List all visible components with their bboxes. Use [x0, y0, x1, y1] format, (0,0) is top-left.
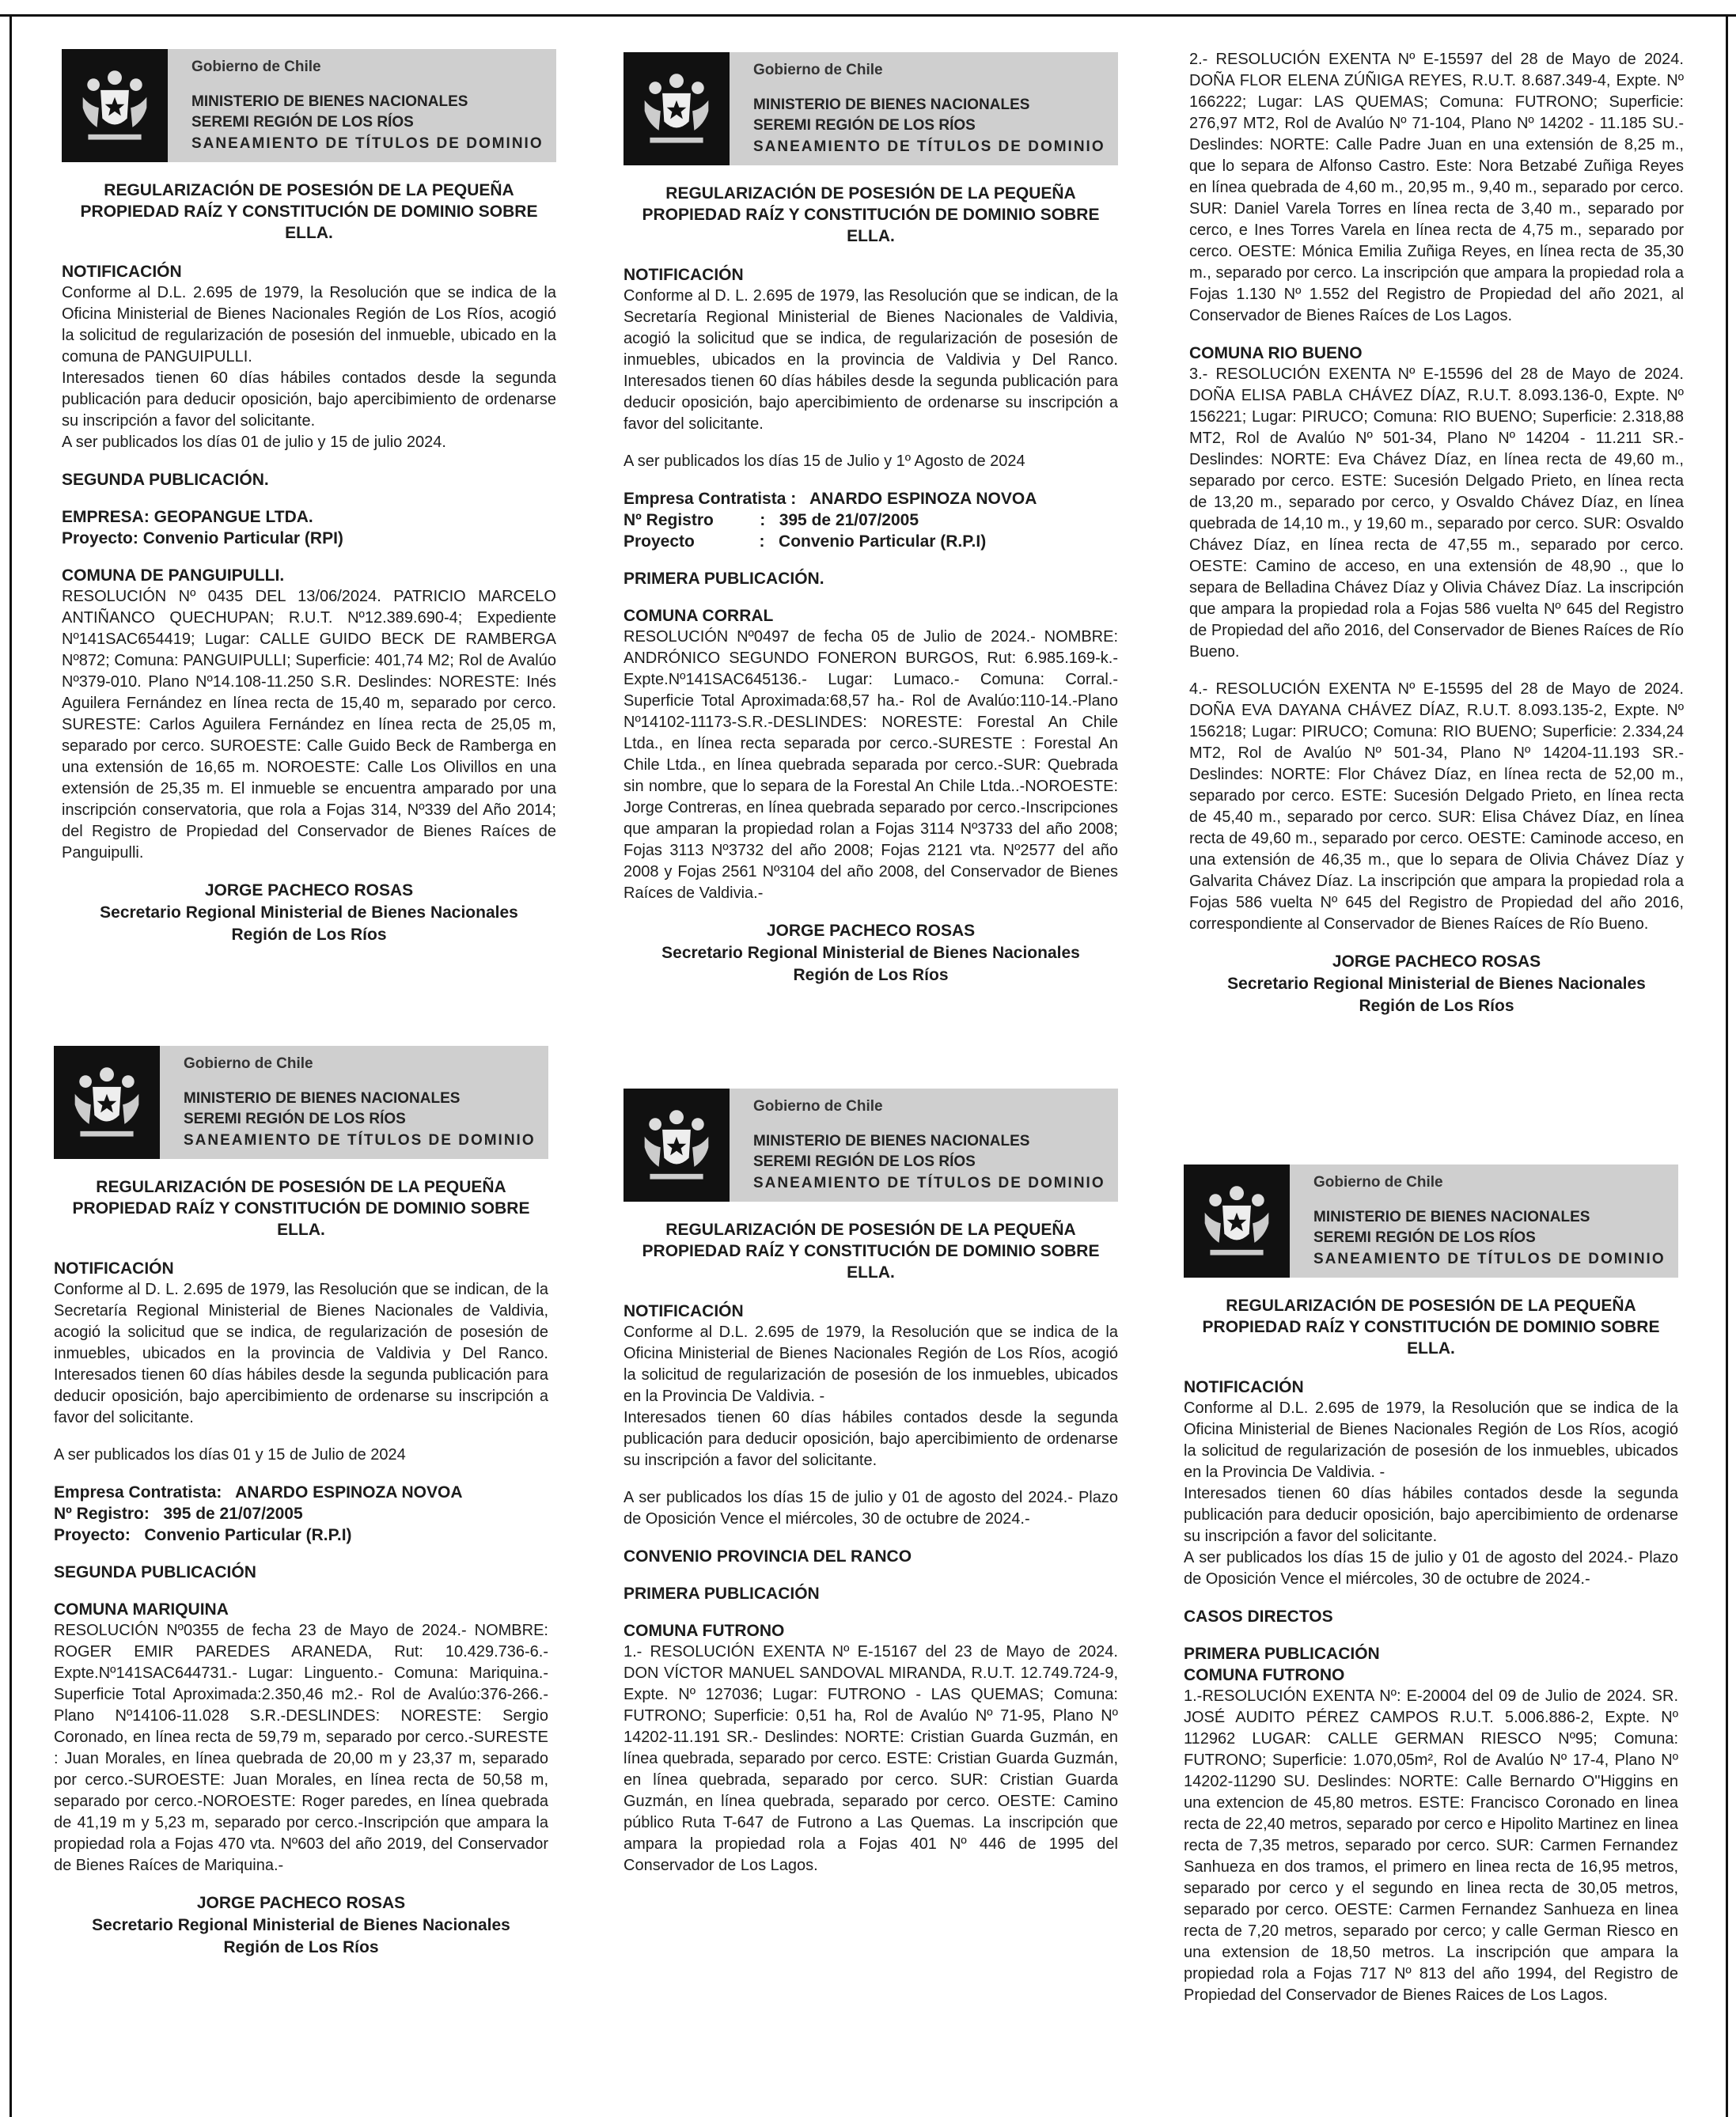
notice-futrono-ranco: [624, 1089, 1118, 1877]
crest-box: [624, 52, 730, 165]
resolucion-text: RESOLUCIÓN Nº 0435 DEL 13/06/2024. PATRICIO MARCELO ANTIÑANCO QUECHUPAN; R.U.T. Nº12.389.690-4; Expediente Nº141SAC654419; Lugar: CALLE GUIDO BECK DE RAMBERGA Nº872; Comuna: PANGUIPULLI; Superficie: 401,74 M2; Rol de Avalúo Nº379-010. Plano Nº14.108-11.250 S.R. Deslindes: NORESTE: Inés Aguilera Fernández en línea recta de 15,40 m, separado por cerco. SURESTE: Carlos Aguilera Fernández en línea recta de 25,05 m, separado por cerco. SUROESTE: Calle Guido Beck de Ramberga en una extensión de 16,65 m. NOROESTE: Calle Los Olivillos en una extensión de 25,35 m. El inmueble se encuentra amparado por una inscripción conservatoria, que rola a Fojas 314, Nº339 del Año 2014; del Registro de Propiedad del Conservador de Bienes Raíces de Panguipulli.: [62, 588, 556, 862]
comuna-heading: COMUNA MARIQUINA: [54, 1600, 229, 1619]
chile-coat-of-arms-icon: [1192, 1177, 1281, 1266]
signature-name: JORGE PACHECO ROSAS: [204, 881, 414, 899]
notificacion-heading: NOTIFICACIÓN: [1184, 1378, 1304, 1396]
casos-heading: CASOS DIRECTOS: [1184, 1608, 1333, 1626]
signature-region: Región de Los Ríos: [231, 926, 387, 944]
notice-intro: Conforme al D.L. 2.695 de 1979, la Resolución que se indica de la Oficina Ministerial de Bienes Nacionales Región de Los Ríos, acogió la solicitud de regularización de posesión de los inmuebles, ubicados en la Provincia De Valdivia. -: [1184, 1399, 1678, 1481]
header-ministerio: MINISTERIO DE BIENES NACIONALES: [184, 1090, 461, 1107]
notice-intro: Conforme al D. L. 2.695 de 1979, las Resolución que se indican, de la Secretaría Regional Ministerial de Bienes Nacionales de Valdivia, acogió la solicitud que se indica, de regularización de posesión de inmuebles, ubicados en la provincia de Valdivia y Del Ranco. Interesados tienen 60 días hábiles desde la segunda publicación para deducir oposición, bajo apercibimiento de ordenarse su inscripción a favor del solicitante.: [54, 1281, 548, 1426]
convenio-heading: CONVENIO PROVINCIA DEL RANCO: [624, 1547, 912, 1566]
header-saneamiento: SANEAMIENTO DE TÍTULOS DE DOMINIO: [753, 1175, 1105, 1191]
crest-box: [54, 1046, 160, 1159]
registro-line: Nº Registro: 395 de 21/07/2005: [54, 1505, 303, 1523]
header-ministerio: MINISTERIO DE BIENES NACIONALES: [753, 1133, 1030, 1149]
notificacion-heading: NOTIFICACIÓN: [624, 266, 744, 284]
notice-title-line2: PROPIEDAD RAÍZ Y CONSTITUCIÓN DE DOMINIO SOBRE ELLA.: [642, 1242, 1100, 1282]
empresa-line: Empresa Contratista: ANARDO ESPINOZA NOVOA: [54, 1483, 463, 1502]
publication-heading: SEGUNDA PUBLICACIÓN: [54, 1563, 256, 1581]
header-titles: [1290, 1165, 1678, 1278]
proyecto-line: Proyecto: Convenio Particular (RPI): [62, 529, 343, 547]
empresa-line: EMPRESA: GEOPANGUE LTDA.: [62, 508, 313, 526]
signature-block: [1189, 951, 1684, 1017]
header-seremi: SEREMI REGIÓN DE LOS RÍOS: [1313, 1229, 1536, 1246]
comuna-heading: COMUNA RIO BUENO: [1189, 344, 1363, 362]
notice-title: [54, 1176, 548, 1240]
comuna-heading: COMUNA CORRAL: [624, 607, 774, 625]
header-titles: [730, 52, 1118, 165]
notice-intro: Conforme al D.L. 2.695 de 1979, la Resolución que se indica de la Oficina Ministerial de Bienes Nacionales Región de Los Ríos, acogió la solicitud de regularización de posesión de los inmuebles, ubicados en la Provincia De Valdivia. -: [624, 1324, 1118, 1405]
signature-region: Región de Los Ríos: [1359, 997, 1514, 1015]
notificacion-heading: NOTIFICACIÓN: [62, 263, 182, 281]
proyecto-line: Proyecto : Convenio Particular (R.P.I): [624, 532, 987, 551]
header-ministerio: MINISTERIO DE BIENES NACIONALES: [753, 97, 1030, 113]
signature-region: Región de Los Ríos: [793, 966, 949, 984]
header-gobierno: Gobierno de Chile: [753, 62, 883, 78]
notice-publication-dates: A ser publicados los días 15 de julio y 01 de agosto del 2024.- Plazo de Oposición Vence el miércoles, 30 de octubre de 2024.-: [1184, 1549, 1678, 1588]
notificacion-heading: NOTIFICACIÓN: [54, 1259, 174, 1278]
header-gobierno: Gobierno de Chile: [191, 59, 321, 75]
signature-region: Región de Los Ríos: [223, 1938, 379, 1956]
signature-role: Secretario Regional Ministerial de Bienes Nacionales: [92, 1916, 510, 1934]
notice-corral: [624, 52, 1118, 987]
ministry-header: [1184, 1165, 1678, 1278]
notice-title-line2: PROPIEDAD RAÍZ Y CONSTITUCIÓN DE DOMINIO SOBRE ELLA.: [642, 206, 1100, 245]
comuna-heading: COMUNA FUTRONO: [624, 1622, 785, 1640]
resolucion-text-4: 4.- RESOLUCIÓN EXENTA Nº E-15595 del 28 de Mayo de 2024. DOÑA EVA DAYANA CHÁVEZ DÍAZ, R.U.T. 8.093.135-2, Expte. Nº 156218; Lugar: PIRUCO; Comuna: RIO BUENO; Superficie: 2.334,24 MT2, Rol de Avalúo Nº 501-34, Plano Nº 14204-11.193 SR.- Deslindes: NORTE: Flor Chávez Díaz, en línea recta de 52,00 m., separado por cerco. ESTE: Sucesión Delgado Prieto, en línea recta de 45,40 m., separado por cerco. SUR: Elisa Chávez Díaz, en línea recta de 49,60 m., separado por cerco. OESTE: Caminode acceso, en una extensión de 46,35 m., que lo separa de Olivia Chávez Díaz y Galvarita Chávez Díaz. La inscripción que ampara la propiedad rola a Fojas 586 vuelta Nº 645 del Registro de Propiedad del año 2016, correspondiente al Conservador de Bienes Raíces de Río Bueno.: [1189, 680, 1684, 933]
header-ministerio: MINISTERIO DE BIENES NACIONALES: [1313, 1209, 1590, 1225]
signature-role: Secretario Regional Ministerial de Bienes Nacionales: [661, 944, 1080, 962]
crest-box: [62, 49, 168, 162]
page-border-left: [9, 14, 12, 2117]
publication-heading: PRIMERA PUBLICACIÓN: [1184, 1645, 1380, 1663]
ministry-header: [62, 49, 556, 162]
header-seremi: SEREMI REGIÓN DE LOS RÍOS: [191, 114, 414, 131]
notice-title: [624, 1219, 1118, 1283]
header-titles: [168, 49, 556, 162]
publication-heading: PRIMERA PUBLICACIÓN: [624, 1585, 820, 1603]
resolucion-text: 1.-RESOLUCIÓN EXENTA Nº: E-20004 del 09 de Julio de 2024. SR. JOSÉ AUDITO PÉREZ CAMPOS R.U.T. 5.006.886-2, Expte. Nº 112962 LUGAR: CALLE GERMAN RIESCO Nº95; Comuna: FUTRONO; Superficie: 1.070,05m², Rol de Avalúo Nº 17-4, Plano Nº 14202-11290 SU. Deslindes: NORTE: Calle Bernardo O"Higgins en una extencion de 45,80 metros. ESTE: Francisco Coronado en linea recta de 22,40 metros, separado por cerco e Hipolito Martinez en linea recta de 7,35 metros, separado por cerco. SUR: Carmen Fernandez Sanhueza en dos tramos, el primero en linea recta de 16,95 metros, separado por cerco y el segundo en linea recta de 30,05 metros, separado por cerco. OESTE: Carmen Fernandez Sanhueza en linea recta de 7,20 metros, separado por cerco; y calle German Riesco en una extension de 18,50 metros. La inscripción que ampara la propiedad rola a Fojas 717 Nº 813 del año 1994, del Registro de Propiedad del Conservador de Bienes Raices de Los Lagos.: [1184, 1687, 1678, 2004]
notificacion-heading: NOTIFICACIÓN: [624, 1302, 744, 1320]
notice-title-line1: REGULARIZACIÓN DE POSESIÓN DE LA PEQUEÑA: [665, 1221, 1076, 1239]
header-gobierno: Gobierno de Chile: [1313, 1174, 1443, 1191]
chile-coat-of-arms-icon: [70, 62, 159, 150]
signature-role: Secretario Regional Ministerial de Bienes Nacionales: [100, 903, 518, 922]
notice-title-line2: PROPIEDAD RAÍZ Y CONSTITUCIÓN DE DOMINIO SOBRE ELLA.: [80, 203, 538, 242]
notice-panguipulli: [62, 49, 556, 946]
header-saneamiento: SANEAMIENTO DE TÍTULOS DE DOMINIO: [184, 1132, 536, 1149]
notice-mariquina: [54, 1046, 548, 1959]
notice-intro: Conforme al D. L. 2.695 de 1979, las Resolución que se indican, de la Secretaría Regional Ministerial de Bienes Nacionales de Valdivia, acogió la solicitud que se indica, de regularización de posesión de inmuebles, ubicados en la provincia de Valdivia y Del Ranco. Interesados tienen 60 días hábiles desde la segunda publicación para deducir oposición, bajo apercibimiento de ordenarse su inscripción a favor del solicitante.: [624, 287, 1118, 433]
signature-name: JORGE PACHECO ROSAS: [766, 922, 976, 940]
header-seremi: SEREMI REGIÓN DE LOS RÍOS: [184, 1111, 406, 1127]
notice-publication-dates: A ser publicados los días 01 de julio y 15 de julio 2024.: [62, 434, 446, 451]
chile-coat-of-arms-icon: [632, 1101, 721, 1190]
signature-block: [62, 880, 556, 946]
notice-continuation: [1189, 49, 1684, 1017]
resolucion-text-3: 3.- RESOLUCIÓN EXENTA Nº E-15596 del 28 de Mayo de 2024. DOÑA ELISA PABLA CHÁVEZ DÍAZ, R.U.T. 8.093.136-0, Expte. Nº 156221; Lugar: PIRUCO; Comuna: RIO BUENO; Superficie: 2.318,88 MT2, Rol de Avalúo Nº 501-34, Plano Nº 14204 - 11.211 SR.- Deslindes: NORTE: Eva Chávez Díaz, en línea recta de 49,60 m., separado por cerco. ESTE: Sucesión Delgado Prieto, en línea recta de 13,20 m., separado por cerco, y Osvaldo Chávez Díaz, en línea quebrada de 14,10 m., y 19,60 m., separado por cerco. SUR: Osvaldo Chávez Díaz, en línea recta de 47,55 m., separado por cerco. OESTE: Camino de acceso, en una extensión de 48,90 ., que lo separa de Belladina Chávez Díaz y Olivia Chávez Díaz. La inscripción que ampara la propiedad rola a Fojas 586 vuelta Nº 645 del Registro de Propiedad del año 2016, del Conservador de Bienes Raíces de Río Bueno.: [1189, 365, 1684, 661]
registro-line: Nº Registro : 395 de 21/07/2005: [624, 511, 919, 529]
publication-heading: SEGUNDA PUBLICACIÓN.: [62, 471, 269, 489]
notice-interesados: Interesados tienen 60 días hábiles contados desde la segunda publicación para deducir oposición, bajo apercibimiento de ordenarse su inscripción a favor del solicitante.: [624, 1409, 1118, 1469]
header-saneamiento: SANEAMIENTO DE TÍTULOS DE DOMINIO: [191, 135, 544, 152]
signature-role: Secretario Regional Ministerial de Bienes Nacionales: [1227, 975, 1646, 993]
notice-title: [1184, 1295, 1678, 1359]
notice-title: [62, 180, 556, 244]
header-seremi: SEREMI REGIÓN DE LOS RÍOS: [753, 1153, 976, 1170]
notice-publication-dates: A ser publicados los días 15 de julio y 01 de agosto del 2024.- Plazo de Oposición Vence el miércoles, 30 de octubre de 2024.-: [624, 1489, 1118, 1528]
notice-publication-dates: A ser publicados los días 01 y 15 de Julio de 2024: [54, 1446, 406, 1464]
notice-title-line2: PROPIEDAD RAÍZ Y CONSTITUCIÓN DE DOMINIO SOBRE ELLA.: [72, 1199, 530, 1239]
signature-block: [54, 1892, 548, 1959]
comuna-heading: COMUNA FUTRONO: [1184, 1666, 1345, 1684]
comuna-heading: COMUNA DE PANGUIPULLI.: [62, 566, 285, 585]
chile-coat-of-arms-icon: [63, 1058, 151, 1147]
ministry-header: [624, 52, 1118, 165]
page-border-right: [1726, 14, 1728, 2117]
crest-box: [1184, 1165, 1290, 1278]
empresa-line: Empresa Contratista : ANARDO ESPINOZA NOVOA: [624, 490, 1037, 508]
notice-interesados: Interesados tienen 60 días hábiles contados desde la segunda publicación para deducir oposición, bajo apercibimiento de ordenarse su inscripción a favor del solicitante.: [62, 369, 556, 430]
header-titles: [160, 1046, 548, 1159]
header-titles: [730, 1089, 1118, 1202]
signature-name: JORGE PACHECO ROSAS: [196, 1894, 406, 1912]
notice-title-line2: PROPIEDAD RAÍZ Y CONSTITUCIÓN DE DOMINIO SOBRE ELLA.: [1202, 1318, 1660, 1358]
notice-title-line1: REGULARIZACIÓN DE POSESIÓN DE LA PEQUEÑA: [104, 181, 514, 199]
ministry-header: [624, 1089, 1118, 1202]
resolucion-text: RESOLUCIÓN Nº0355 de fecha 23 de Mayo de 2024.- NOMBRE: ROGER EMIR PAREDES ARANEDA, Rut: 10.429.736-6.-Expte.Nº141SAC644731.- Lugar: Linguento.- Comuna: Mariquina.- Superficie Total Aproximada:2.350,46 m2.- Rol de Avalúo:376-266.-Plano Nº14106-11.028 S.R.-DESLINDES: NORESTE: Sergio Coronado, en línea recta de 59,79 m, separado por cerco.-SURESTE : Juan Morales, en línea quebrada de 20,00 m y 23,37 m, separado por cerco.-SUROESTE: Juan Morales, en línea recta de 50,58 m, separado por cerco.-NOROESTE: Roger paredes, en línea quebrada de 41,19 m y 5,23 m, separado por cerco.-Inscripción que ampara la propiedad rola a Fojas 470 vta. Nº603 del año 2019, del Conservador de Bienes Raíces de Mariquina.-: [54, 1622, 548, 1874]
header-gobierno: Gobierno de Chile: [753, 1098, 883, 1115]
proyecto-line: Proyecto: Convenio Particular (R.P.I): [54, 1526, 352, 1544]
resolucion-text: RESOLUCIÓN Nº0497 de fecha 05 de Julio de 2024.- NOMBRE: ANDRÓNICO SEGUNDO FONERON BURGOS, Rut: 6.985.169-k.-Expte.Nº141SAC645136.- Lugar: Lumaco.- Comuna: Corral.- Superficie Total Aproximada:68,57 ha.- Rol de Avalúo:110-14.-Plano Nº14102-11173-S.R.-DESLINDES: NORESTE: Forestal An Chile Ltda., en línea recta separada por cerco.-SURESTE : Forestal An Chile Ltda., en línea quebrada separada por cerco.-SUR: Quebrada sin nombre, que lo separa de la Forestal An Chile Ltda..-NOROESTE: Jorge Contreras, en línea quebrada separado por cerco.-Inscripciones que amparan la propiedad rolan a Fojas 3114 Nº3733 del año 2008; Fojas 3113 Nº3732 del año 2008; Fojas 2121 vta. Nº2577 del año 2008 y Fojas 2561 Nº3104 del año 2008, del Conservador de Bienes Raíces de Valdivia.-: [624, 628, 1118, 902]
notice-casos-directos: [1184, 1165, 1678, 2006]
notice-intro: Conforme al D.L. 2.695 de 1979, la Resolución que se indica de la Oficina Ministerial de Bienes Nacionales Región de Los Ríos, acogió la solicitud de regularización de posesión del inmueble, ubicado en la comuna de PANGUIPULLI.: [62, 284, 556, 365]
resolucion-text-2: 2.- RESOLUCIÓN EXENTA Nº E-15597 del 28 de Mayo de 2024. DOÑA FLOR ELENA ZÚÑIGA REYES, R.U.T. 8.687.349-4, Expte. Nº 166222; Lugar: LAS QUEMAS; Comuna: FUTRONO; Superficie: 276,97 MT2, Rol de Avalúo Nº 71-104, Plano Nº 14202 - 11.185 SU.- Deslindes: NORTE: Calle Padre Juan en una extensión de 8,25 m., que lo separa de Alfonso Castro. Este: Nora Betzabé Zuñiga Reyes en línea quebrada de 4,60 m., 20,95 m., 9,40 m., separado por cerco. SUR: Daniel Varela Torres en línea recta de 3,40 m., separado por cerco, e Ines Torres Varela en línea recta de 4,75 m., separado por cerco. OESTE: Mónica Emilia Zuñiga Reyes, en línea recta de 35,30 m., separado por cerco. La inscripción que ampara la propiedad rola a Fojas 1.130 Nº 1.552 del Registro de Propiedad del año 2021, al Conservador de Bienes Raíces de Los Lagos.: [1189, 51, 1684, 324]
resolucion-text: 1.- RESOLUCIÓN EXENTA Nº E-15167 del 23 de Mayo de 2024. DON VÍCTOR MANUEL SANDOVAL MIRANDA, R.U.T. 12.749.724-9, Expte. Nº 127036; Lugar: FUTRONO - LAS QUEMAS; Comuna: FUTRONO; Superficie: 0,51 ha, Rol de Avalúo Nº 71-95, Plano Nº 14202-11.191 SR.- Deslindes: NORTE: Cristian Guarda Guzmán, en línea quebrada, separado por cerco. ESTE: Cristian Guarda Guzmán, en línea quebrada, separado por cerco. SUR: Cristian Guarda Guzmán, en línea quebrada, separado por cerco. OESTE: Camino público Ruta T-647 de Futrono a Las Quemas. La inscripción que ampara la propiedad rola a Fojas 401 Nº 446 de 1995 del Conservador de Los Lagos.: [624, 1643, 1118, 1874]
page-border-top: [0, 14, 1736, 17]
crest-box: [624, 1089, 730, 1202]
signature-name: JORGE PACHECO ROSAS: [1332, 952, 1541, 971]
header-ministerio: MINISTERIO DE BIENES NACIONALES: [191, 93, 468, 110]
header-seremi: SEREMI REGIÓN DE LOS RÍOS: [753, 117, 976, 134]
publication-heading: PRIMERA PUBLICACIÓN.: [624, 570, 824, 588]
notice-title-line1: REGULARIZACIÓN DE POSESIÓN DE LA PEQUEÑA: [665, 184, 1076, 203]
notice-title-line1: REGULARIZACIÓN DE POSESIÓN DE LA PEQUEÑA: [96, 1178, 506, 1196]
header-saneamiento: SANEAMIENTO DE TÍTULOS DE DOMINIO: [753, 138, 1105, 155]
header-gobierno: Gobierno de Chile: [184, 1055, 313, 1072]
ministry-header: [54, 1046, 548, 1159]
notice-title: [624, 183, 1118, 247]
chile-coat-of-arms-icon: [632, 65, 721, 153]
header-saneamiento: SANEAMIENTO DE TÍTULOS DE DOMINIO: [1313, 1251, 1666, 1267]
signature-block: [624, 920, 1118, 987]
notice-publication-dates: A ser publicados los días 15 de Julio y 1º Agosto de 2024: [624, 453, 1025, 470]
notice-title-line1: REGULARIZACIÓN DE POSESIÓN DE LA PEQUEÑA: [1226, 1297, 1636, 1315]
notice-interesados: Interesados tienen 60 días hábiles contados desde la segunda publicación para deducir oposición, bajo apercibimiento de ordenarse su inscripción a favor del solicitante.: [1184, 1485, 1678, 1545]
